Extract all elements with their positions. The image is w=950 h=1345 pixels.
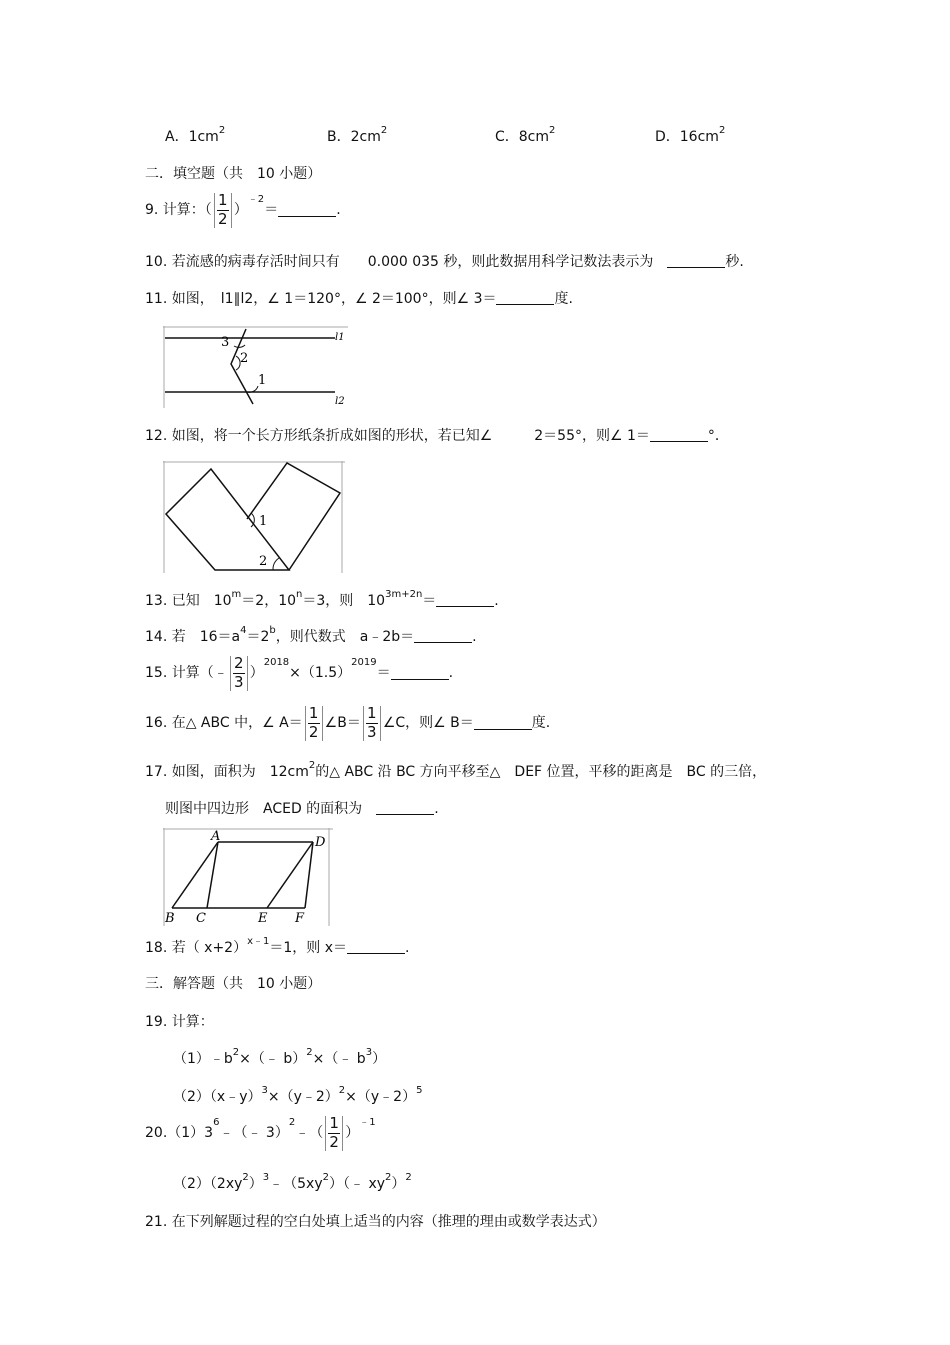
- question-17-line-1: 17. 如图，面积为 $12cm^2$的△ ABC 沿 BC 方向平移至△ DEF 位置，平移的距离是 BC 的三倍，: [145, 760, 767, 780]
- answer-blank[interactable]: [278, 204, 336, 217]
- answer-blank[interactable]: [347, 941, 405, 954]
- answer-blank[interactable]: [474, 717, 532, 730]
- question-18: 18. 若（ x+2）$^{x﹣1}$＝1，则 x＝ .: [145, 936, 410, 956]
- answer-blank[interactable]: [650, 429, 708, 442]
- point-label-f: F: [295, 911, 305, 926]
- point-label-e: E: [258, 911, 268, 926]
- angle-label-3: 3: [221, 335, 230, 350]
- answer-blank[interactable]: [436, 594, 494, 607]
- answer-blank[interactable]: [376, 802, 434, 815]
- question-21: 21. 在下列解题过程的空白处填上适当的内容（推理的理由或数学表达式）: [145, 1214, 606, 1230]
- question-13: 13. 已知 $10^m=2$，$10^n=3$，则 $10^{3m+2n}=$ .: [145, 589, 499, 609]
- question-19-part-2: （2）（x﹣y）$^3$×（y﹣2）$^2$×（y﹣2）$^5$: [173, 1085, 423, 1105]
- figure-folded-strip: [163, 461, 345, 573]
- fraction: $\frac{2}{3}$: [230, 656, 248, 691]
- question-17-line-2: 则图中四边形 ACED 的面积为 .: [165, 801, 439, 817]
- question-11: 11. 如图， l1∥l2，∠ 1＝120°，∠ 2＝100°，则∠ 3＝ 度.: [145, 291, 573, 307]
- question-19-part-1: $(1)﹣b^2\times(﹣$ b）$^2$×（﹣ $b^3$）: [173, 1047, 387, 1067]
- choice-b: B．$2cm^2$: [327, 125, 388, 145]
- question-20-part-1: 20.（1）3 $^6$ ﹣（﹣ 3） $^2$ ﹣（ $\frac{1}{2}$ ） $^{﹣1}$: [145, 1114, 376, 1151]
- fraction: $\frac{1}{2}$: [325, 1116, 343, 1151]
- point-label-c: C: [196, 911, 206, 926]
- question-9: 9. 计算：（ $\frac{1}{2}$ ） $^{﹣2}$ ＝ .: [145, 191, 341, 228]
- question-10: 10. 若流感的病毒存活时间只有 0.000 035 秒，则此数据用科学记数法表示为 秒.: [145, 254, 744, 270]
- answer-blank[interactable]: [496, 292, 554, 305]
- figure-translation: [163, 828, 333, 926]
- angle-label-1: 1: [258, 373, 267, 388]
- answer-blank[interactable]: [667, 255, 725, 268]
- angle-label-2: 2: [259, 554, 268, 569]
- point-label-a: A: [211, 829, 221, 844]
- figure-parallel-lines: [163, 326, 348, 408]
- choice-c: C．$8cm^2$: [495, 125, 556, 145]
- fraction: $\frac{1}{2}$: [214, 193, 232, 228]
- answer-blank[interactable]: [391, 667, 449, 680]
- question-20-part-2: $(2)(2xy^2)^3﹣(5xy^2)(﹣$ $xy^2)^2$: [173, 1172, 412, 1192]
- choice-a: A．$1cm^2$: [165, 125, 226, 145]
- choice-d: D．$16cm^2$: [655, 125, 726, 145]
- question-16: 16. 在△ ABC 中，∠ A＝ $\frac{1}{2}$ ∠B＝ $\frac{1}{3}$ ∠C，则∠ B＝ 度.: [145, 704, 551, 741]
- fraction: $\frac{1}{3}$: [363, 706, 381, 741]
- fraction: $\frac{1}{2}$: [305, 706, 323, 741]
- question-15: 15. 计算（﹣ $\frac{2}{3}$ ） $^{2018}$ ×（1.5） $^{2019}$ ＝ .: [145, 654, 454, 691]
- point-label-d: D: [315, 835, 326, 850]
- question-14: 14. 若 $16=a^4=2^b$，则代数式 a﹣2b＝ .: [145, 625, 477, 645]
- point-label-b: B: [165, 911, 175, 926]
- line-label-l2: l2: [335, 396, 345, 407]
- section-solution-title: 三．解答题（共 10 小题）: [145, 976, 322, 992]
- question-12: 12. 如图，将一个长方形纸条折成如图的形状，若已知∠ 2＝55°，则∠ 1＝ °．: [145, 428, 729, 444]
- angle-label-2: 2: [240, 351, 249, 366]
- question-19: 19. 计算：: [145, 1014, 214, 1030]
- section-fill-in-title: 二．填空题（共 10 小题）: [145, 166, 322, 182]
- angle-label-1: 1: [259, 514, 268, 529]
- line-label-l1: l1: [335, 332, 345, 343]
- answer-blank[interactable]: [414, 630, 472, 643]
